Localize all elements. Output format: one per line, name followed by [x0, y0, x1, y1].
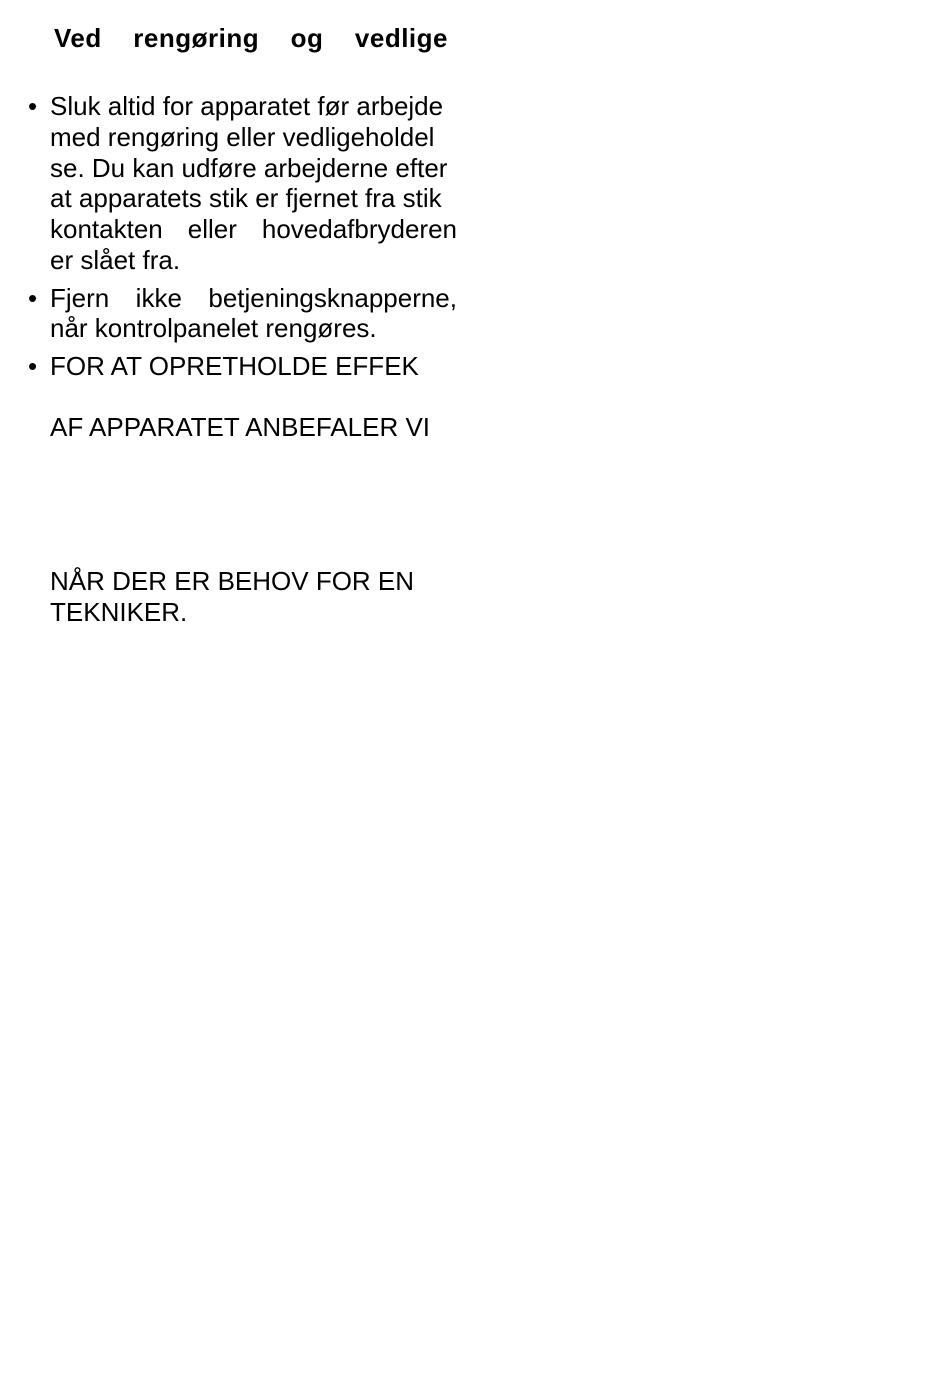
bullet-icon: • [28, 351, 38, 381]
text-line: når kontrolpanelet rengøres. [50, 313, 377, 343]
bullet-icon: • [28, 91, 38, 121]
text-line: med rengøring eller vedligeholdel [50, 122, 435, 152]
bullet-icon: • [28, 283, 38, 313]
text-line: NÅR DER ER BEHOV FOR EN [50, 566, 415, 596]
text-line: Sluk altid for apparatet før arbejde [50, 91, 444, 121]
text-line: Fjern ikke betjeningsknapperne, [50, 283, 457, 313]
text-line: AF APPARATET ANBEFALER VI [50, 412, 431, 442]
text-line: er slået fra. [50, 245, 181, 275]
text-line: FOR AT OPRETHOLDE EFFEK [50, 351, 419, 381]
section-heading: Ved rengøring og vedlige [54, 23, 448, 53]
text-line: kontakten eller hovedafbryderen [50, 214, 457, 244]
text-line: se. Du kan udføre arbejderne efter [50, 153, 448, 183]
text-line: TEKNIKER. [50, 597, 188, 627]
text-line: at apparatets stik er fjernet fra stik [50, 183, 442, 213]
